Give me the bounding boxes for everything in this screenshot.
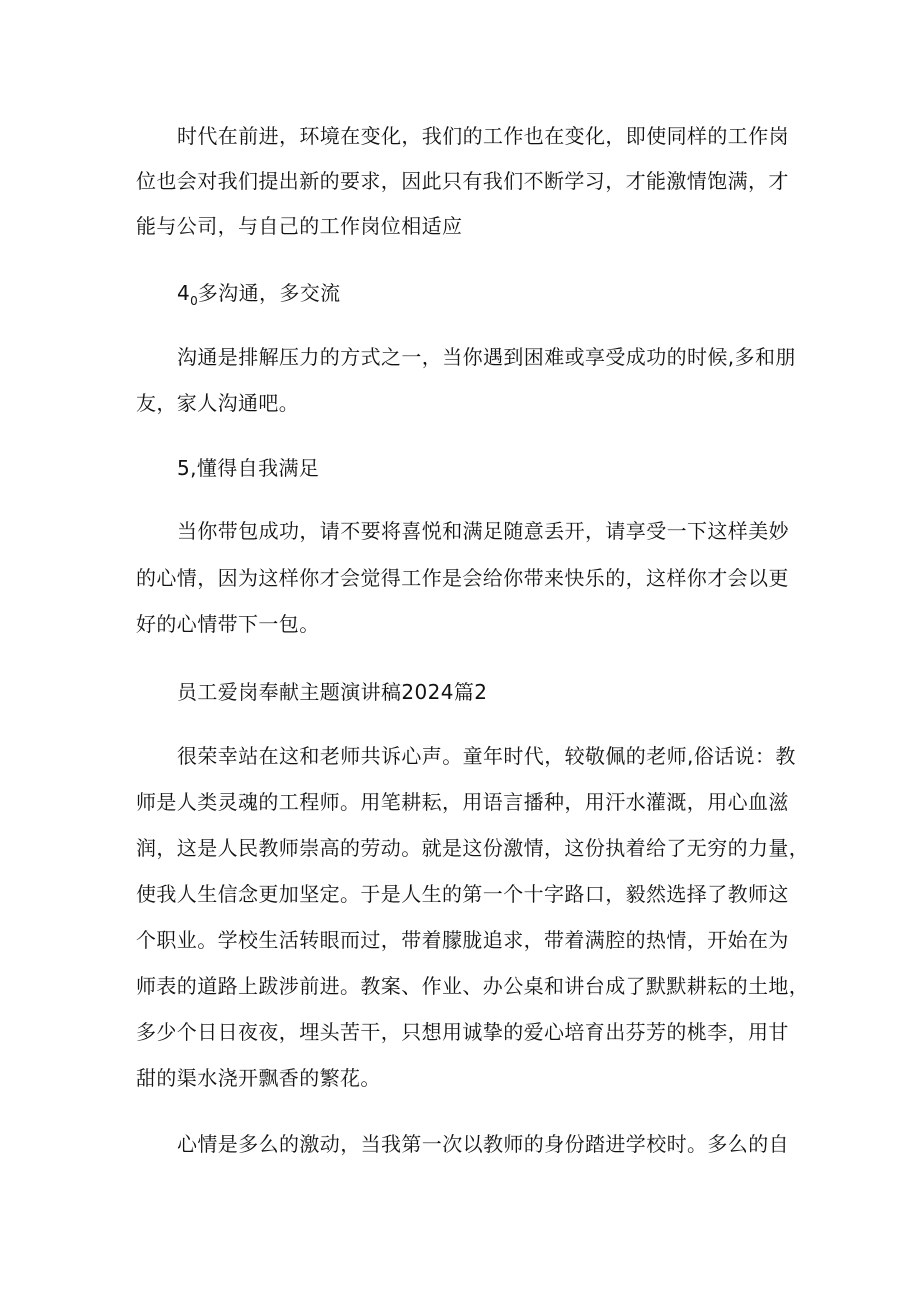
paragraph-line: 甜的渠水浇开飘香的繁花。 bbox=[136, 1066, 381, 1090]
paragraph-line: 心情是多么的激动，当我第一次以教师的身份踏进学校时。多么的自 bbox=[177, 1132, 789, 1156]
paragraph-line: 能与公司，与自己的工作岗位相适应 bbox=[136, 214, 463, 238]
paragraph-line: 时代在前进，环境在变化，我们的工作也在变化，即使同样的工作岗 bbox=[177, 124, 789, 148]
paragraph-line: 沟通是排解压力的方式之一，当你遇到困难或享受成功的时候,多和朋 bbox=[177, 345, 796, 369]
heading-5: 5,懂得自我满足 bbox=[177, 456, 320, 480]
paragraph-line: 师是人类灵魂的工程师。用笔耕耘，用语言播种，用汗水灌溉，用心血滋 bbox=[136, 790, 789, 814]
heading-4-number: 4 bbox=[177, 281, 191, 305]
section-title: 员工爱岗奉献主题演讲稿2024篇2 bbox=[177, 680, 488, 704]
paragraph-line: 当你带包成功，请不要将喜悦和满足随意丢开，请享受一下这样美妙 bbox=[177, 519, 789, 543]
heading-4-text: 多沟通，多交流 bbox=[197, 281, 341, 305]
paragraph-line: 位也会对我们提出新的要求，因此只有我们不断学习，才能激情饱满，才 bbox=[136, 169, 789, 193]
heading-4 bbox=[0, 281, 920, 313]
paragraph-line: 很荣幸站在这和老师共诉心声。童年时代，较敬佩的老师,俗话说：教 bbox=[177, 744, 796, 768]
paragraph-line: 师表的道路上跋涉前进。教案、作业、办公桌和讲台成了默默耕耘的土地， bbox=[136, 974, 810, 998]
heading-4-subscript: 0 bbox=[190, 294, 198, 308]
paragraph-line: 个职业。学校生活转眼而过，带着朦胧追求，带着满腔的热情，开始在为 bbox=[136, 928, 789, 952]
paragraph-line: 友，家人沟通吧。 bbox=[136, 391, 300, 415]
paragraph-line: 的心情，因为这样你才会觉得工作是会给你带来快乐的，这样你才会以更 bbox=[136, 566, 789, 590]
paragraph-line: 润，这是人民教师崇高的劳动。就是这份激情，这份执着给了无穷的力量， bbox=[136, 836, 810, 860]
paragraph-line: 多少个日日夜夜，埋头苦干，只想用诚挚的爱心培育出芬芳的桃李，用甘 bbox=[136, 1020, 789, 1044]
paragraph-line: 好的心情带下一包。 bbox=[136, 612, 320, 636]
paragraph-line: 使我人生信念更加坚定。于是人生的第一个十字路口，毅然选择了教师这 bbox=[136, 882, 789, 906]
